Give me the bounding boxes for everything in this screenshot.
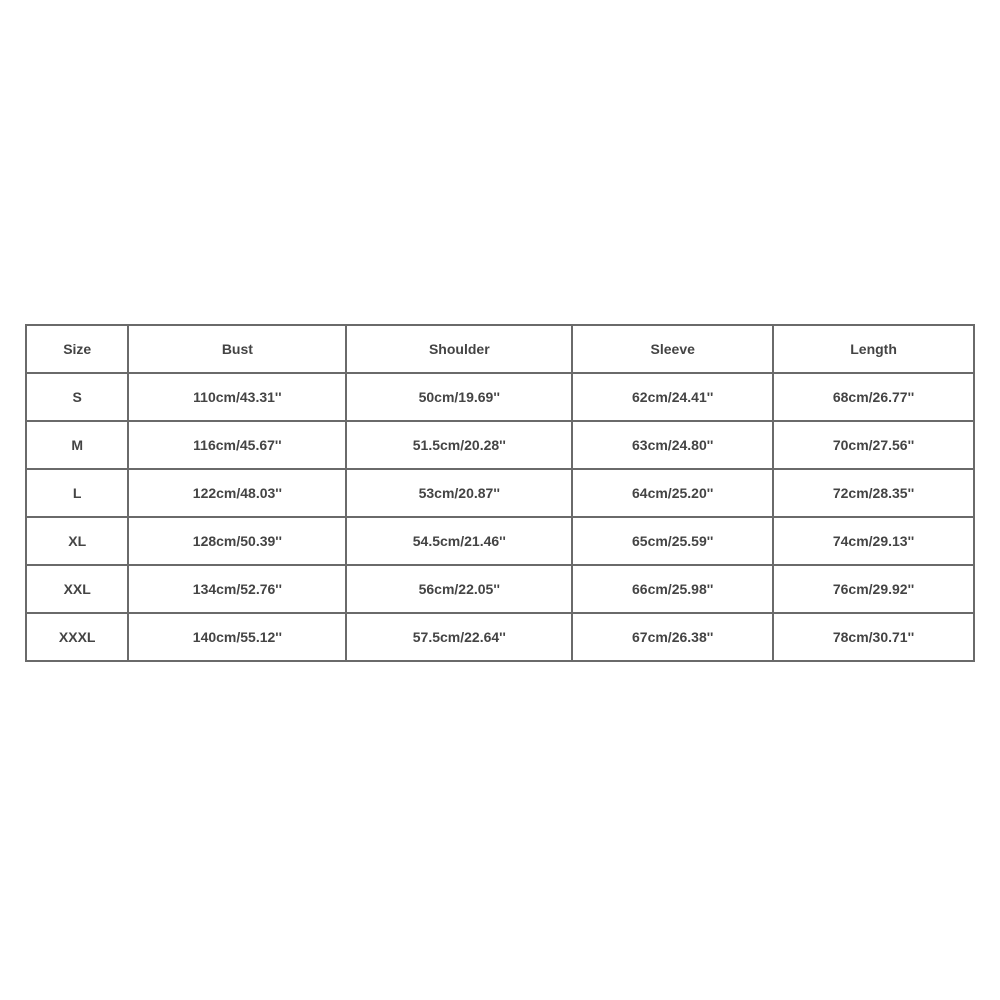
length-cell: 76cm/29.92'' [773,565,974,613]
shoulder-cell: 53cm/20.87'' [346,469,572,517]
size-cell: L [26,469,128,517]
sleeve-cell: 66cm/25.98'' [572,565,773,613]
shoulder-cell: 57.5cm/22.64'' [346,613,572,661]
header-sleeve: Sleeve [572,325,773,373]
sleeve-cell: 65cm/25.59'' [572,517,773,565]
table-row [26,517,974,565]
length-cell: 74cm/29.13'' [773,517,974,565]
size-cell: XXL [26,565,128,613]
bust-cell: 122cm/48.03'' [128,469,346,517]
shoulder-cell: 50cm/19.69'' [346,373,572,421]
table-row [26,469,974,517]
length-cell: 70cm/27.56'' [773,421,974,469]
header-row [26,325,974,373]
bust-cell: 140cm/55.12'' [128,613,346,661]
sleeve-cell: 62cm/24.41'' [572,373,773,421]
header-shoulder: Shoulder [346,325,572,373]
header-length: Length [773,325,974,373]
bust-cell: 116cm/45.67'' [128,421,346,469]
size-chart-table [25,324,975,662]
sleeve-cell: 63cm/24.80'' [572,421,773,469]
length-cell: 68cm/26.77'' [773,373,974,421]
length-cell: 78cm/30.71'' [773,613,974,661]
size-cell: XXXL [26,613,128,661]
table-row [26,613,974,661]
header-bust: Bust [128,325,346,373]
table-row [26,565,974,613]
bust-cell: 134cm/52.76'' [128,565,346,613]
size-cell: M [26,421,128,469]
shoulder-cell: 54.5cm/21.46'' [346,517,572,565]
table-row [26,373,974,421]
shoulder-cell: 51.5cm/20.28'' [346,421,572,469]
bust-cell: 128cm/50.39'' [128,517,346,565]
bust-cell: 110cm/43.31'' [128,373,346,421]
sleeve-cell: 64cm/25.20'' [572,469,773,517]
sleeve-cell: 67cm/26.38'' [572,613,773,661]
table-row [26,421,974,469]
size-cell: S [26,373,128,421]
header-size: Size [26,325,128,373]
length-cell: 72cm/28.35'' [773,469,974,517]
shoulder-cell: 56cm/22.05'' [346,565,572,613]
size-cell: XL [26,517,128,565]
